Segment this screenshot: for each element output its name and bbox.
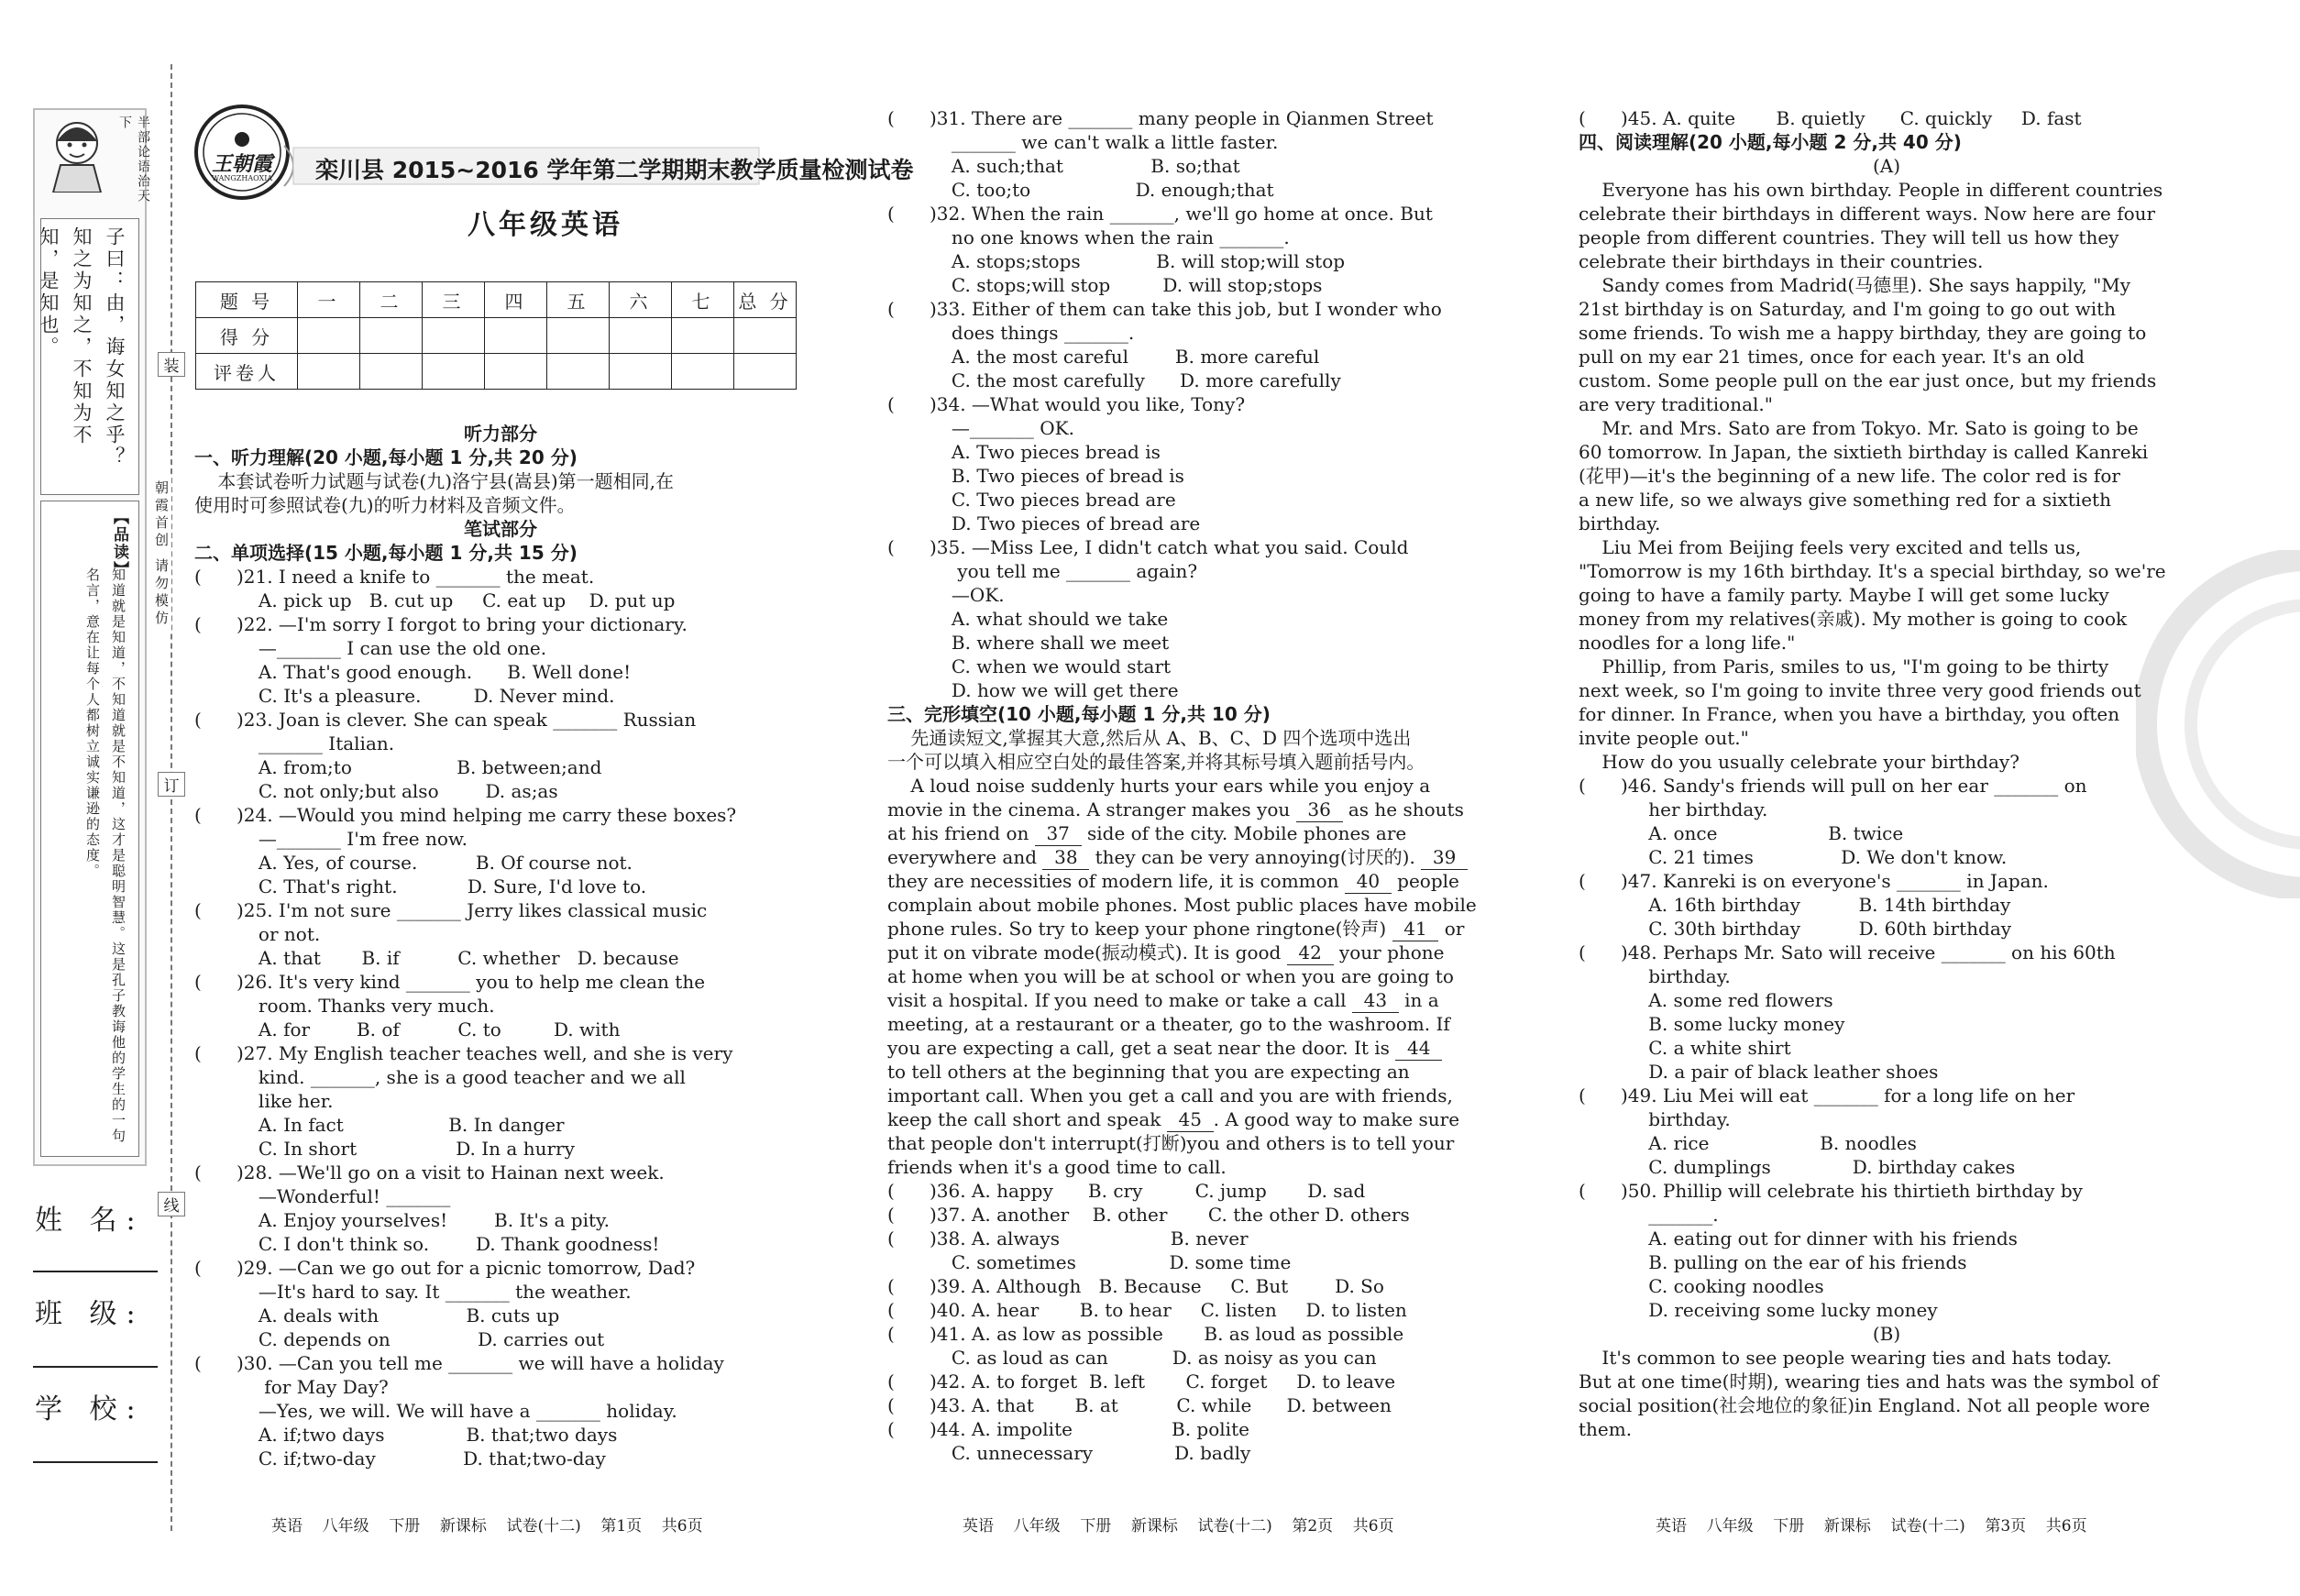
text-line: "Tomorrow is my 16th birthday. It's a special birthday, so we're [1579, 560, 2166, 582]
text-line: 60 tomorrow. In Japan, the sixtieth birthday is called Kanreki [1579, 441, 2149, 463]
question-line: ( )42. A. to forget B. left C. forget D. to leave [887, 1370, 1396, 1392]
question-line: ( )40. A. hear B. to hear C. listen D. to listen [887, 1299, 1407, 1321]
text-line: —_______ I can use the old one. [194, 637, 547, 659]
text-line: like her. [194, 1090, 334, 1112]
question-line: ( )34. —What would you like, Tony? [887, 393, 1246, 415]
column-1 [194, 422, 807, 1470]
cloze-blank: 37 [1034, 822, 1082, 844]
score-head-cell: 二 [360, 282, 423, 318]
score-cell[interactable] [360, 318, 423, 354]
text-line: A. Enjoy yourselves! B. It's a pity. [194, 1209, 611, 1231]
cloze-blank: 40 [1344, 870, 1392, 892]
grader-cell[interactable] [734, 354, 797, 390]
text-line: A. for B. of C. to D. with [194, 1018, 621, 1040]
name-label: 姓 名: [35, 1205, 145, 1237]
binding-mark-zhuang: 装 [158, 352, 185, 377]
question-line: ( )25. I'm not sure _______ Jerry likes classical music [194, 899, 708, 921]
confucius-quote: 子曰：由，诲女知之乎？知之为知之，不知为不知，是知也。 [38, 226, 126, 468]
text-line: to tell others at the beginning that you are expecting an [887, 1061, 1410, 1083]
part-heading: (B) [1872, 1323, 1901, 1345]
question-line: ( )44. A. impolite B. polite [887, 1418, 1249, 1440]
text-line: —_______ OK. [887, 417, 1074, 439]
grader-cell[interactable] [298, 354, 360, 390]
text-line: A. that B. if C. whether D. because [194, 947, 679, 969]
section-heading: 二、单项选择(15 小题,每小题 1 分,共 15 分) [194, 542, 578, 564]
text-line: C. sometimes D. some time [887, 1251, 1292, 1273]
text-line: or not. [194, 923, 321, 945]
text-line: C. cooking noodles [1579, 1275, 1824, 1297]
cloze-blank: 43 [1351, 989, 1399, 1011]
text-line: phone rules. So try to keep your phone ringtone(铃声) 41 or [887, 918, 1465, 940]
score-head-cell: 四 [485, 282, 547, 318]
cloze-blank: 38 [1042, 846, 1090, 868]
text-line: A. from;to B. between;and [194, 756, 602, 778]
grader-cell[interactable] [423, 354, 485, 390]
text-line: C. the most carefully D. more carefully [887, 369, 1341, 391]
text-line: Mr. and Mrs. Sato are from Tokyo. Mr. Sato is going to be [1579, 417, 2139, 439]
text-line: everywhere and 38 they can be very annoying(讨厌的). 39 [887, 846, 1469, 868]
text-line: no one knows when the rain _______. [887, 226, 1290, 248]
text-line: celebrate their birthdays in different ways. Now here are four [1579, 203, 2156, 225]
text-line: A. such;that B. so;that [887, 155, 1240, 177]
text-line: B. pulling on the ear of his friends [1579, 1251, 1967, 1273]
question-line: ( )36. A. happy B. cry C. jump D. sad [887, 1180, 1366, 1202]
text-line: next week, so I'm going to invite three very good friends out [1579, 679, 2141, 701]
text-line: Sandy comes from Madrid(马德里). She says happily, "My [1579, 274, 2131, 296]
text-line: social position(社会地位的象征)in England. Not all people wore [1579, 1394, 2151, 1416]
text-line: A. Yes, of course. B. Of course not. [194, 852, 633, 874]
text-line: movie in the cinema. A stranger makes you 36 as he shouts [887, 798, 1464, 820]
exam-title: 栾川县 2015~2016 学年第二学期期末教学质量检测试卷 [315, 157, 914, 183]
text-line: A. 16th birthday B. 14th birthday [1579, 894, 2011, 916]
text-line: A. once B. twice [1579, 822, 1904, 844]
text-line: for dinner. In France, when you have a birthday, you often [1579, 703, 2120, 725]
text-line: C. Two pieces bread are [887, 489, 1176, 511]
text-line: birthday. [1579, 1108, 1731, 1130]
text-line: birthday. [1579, 512, 1661, 534]
text-line: C. dumplings D. birthday cakes [1579, 1156, 2016, 1178]
grader-cell[interactable] [485, 354, 547, 390]
text-line: noodles for a long life." [1579, 632, 1796, 654]
left-strip [33, 108, 150, 1166]
score-row [196, 318, 797, 354]
score-cell[interactable] [485, 318, 547, 354]
class-label: 班 级: [35, 1298, 145, 1330]
text-line: _______. [1579, 1204, 1719, 1226]
text-line: at his friend on 37 side of the city. Mobile phones are [887, 822, 1407, 844]
footer-page-1: 英语 八年级 下册 新课标 试卷(十二) 第1页 共6页 [271, 1517, 703, 1535]
binding-mark-ding: 订 [158, 772, 185, 797]
question-line: ( )24. —Would you mind helping me carry these boxes? [194, 804, 737, 826]
text-line: C. stops;will stop D. will stop;stops [887, 274, 1323, 296]
note-text: 知道就是知道，不知道就是不知道，这才是聪明智慧。这是孔子教诲他的学生的一句名言，意在让每个人都树立诚实谦逊的态度。 [84, 567, 127, 1144]
score-cell[interactable] [298, 318, 360, 354]
question-line: ( )39. A. Although B. Because C. But D. So [887, 1275, 1384, 1297]
text-line: C. In short D. In a hurry [194, 1138, 575, 1160]
text-line: C. That's right. D. Sure, I'd love to. [194, 875, 647, 897]
question-line: ( )29. —Can we go out for a picnic tomorrow, Dad? [194, 1257, 696, 1279]
score-cell[interactable] [547, 318, 610, 354]
column-2 [887, 106, 1500, 1465]
name-line[interactable] [33, 1271, 158, 1272]
text-line: 21st birthday is on Saturday, and I'm going to go out with [1579, 298, 2117, 320]
text-line: going to have a family party. Maybe I will get some lucky [1579, 584, 2109, 606]
text-line: custom. Some people pull on the ear just once, but my friends [1579, 369, 2157, 391]
question-line: ( )21. I need a knife to _______ the meat. [194, 566, 595, 588]
text-line: C. not only;but also D. as;as [194, 780, 558, 802]
text-line: _______ we can't walk a little faster. [887, 131, 1279, 153]
text-line: How do you usually celebrate your birthday? [1579, 751, 2019, 773]
text-line: you are expecting a call, get a seat near the door. It is 44 [887, 1037, 1443, 1059]
section-heading: 三、完形填空(10 小题,每小题 1 分,共 10 分) [887, 703, 1271, 725]
text-line: C. a white shirt [1579, 1037, 1791, 1059]
score-head-cell: 总 分 [734, 282, 797, 318]
logo-text: 王朝霞 [211, 152, 272, 176]
text-line: C. 30th birthday D. 60th birthday [1579, 918, 2012, 940]
text-line: A. stops;stops B. will stop;will stop [887, 250, 1346, 272]
text-line: A. rice B. noodles [1579, 1132, 1917, 1154]
text-line: Everyone has his own birthday. People in different countries [1579, 179, 2163, 201]
score-table-header [196, 282, 797, 318]
binding-mark-xian: 线 [158, 1192, 185, 1216]
score-cell[interactable] [610, 318, 672, 354]
text-line: some friends. To wish me a happy birthday, they are going to [1579, 322, 2147, 344]
question-line: ( )46. Sandy's friends will pull on her ear _______ on [1579, 775, 2087, 797]
text-line: friends when it's a good time to call. [887, 1156, 1227, 1178]
question-line: ( )23. Joan is clever. She can speak _______ Russian [194, 709, 697, 731]
text-line: C. I don't think so. D. Thank goodness! [194, 1233, 660, 1255]
question-line: ( )28. —We'll go on a visit to Hainan next week. [194, 1161, 665, 1183]
text-line: D. Two pieces of bread are [887, 512, 1201, 534]
score-table [195, 281, 797, 390]
text-line: Phillip, from Paris, smiles to us, "I'm going to be thirty [1579, 655, 2109, 677]
question-line: ( )26. It's very kind _______ you to help me clean the [194, 971, 706, 993]
text-line: room. Thanks very much. [194, 995, 495, 1017]
binding-dashed-line [171, 64, 172, 1531]
question-line: ( )30. —Can you tell me _______ we will have a holiday [194, 1352, 724, 1374]
question-line: ( )48. Perhaps Mr. Sato will receive _______ on his 60th [1579, 941, 2116, 963]
part-heading: 听力部分 [464, 423, 537, 445]
text-line: —OK. [887, 584, 1005, 606]
school-line[interactable] [33, 1461, 158, 1463]
text-line: _______ Italian. [194, 732, 395, 754]
text-line: —_______ I'm free now. [194, 828, 468, 850]
text-line: D. how we will get there [887, 679, 1179, 701]
text-line: It's common to see people wearing ties and hats today. [1579, 1347, 2112, 1369]
text-line: A. pick up B. cut up C. eat up D. put up [194, 589, 676, 611]
grader-cell[interactable] [672, 354, 734, 390]
text-line: D. receiving some lucky money [1579, 1299, 1938, 1321]
question-line: ( )27. My English teacher teaches well, and she is very [194, 1042, 733, 1064]
cloze-blank: 44 [1395, 1037, 1443, 1059]
cloze-blank: 36 [1295, 798, 1343, 820]
text-line: meeting, at a restaurant or a theater, go to the washroom. If [887, 1013, 1450, 1035]
grader-cell[interactable] [547, 354, 610, 390]
text-line: money from my relatives(亲戚). My mother is going to cook [1579, 608, 2128, 630]
text-line: her birthday. [1579, 798, 1768, 820]
logo-subtext: WANGZHAOXIA [211, 174, 273, 182]
question-line: ( )38. A. always B. never [887, 1227, 1249, 1249]
text-line: A. That's good enough. B. Well done! [194, 661, 632, 683]
class-line[interactable] [33, 1366, 158, 1368]
footer-page-3: 英语 八年级 下册 新课标 试卷(十二) 第3页 共6页 [1656, 1517, 2087, 1535]
text-line: celebrate their birthdays in their countries. [1579, 250, 1984, 272]
text-line: B. Two pieces of bread is [887, 465, 1184, 487]
text-line: birthday. [1579, 965, 1731, 987]
text-line: C. too;to D. enough;that [887, 179, 1274, 201]
grader-cell[interactable] [610, 354, 672, 390]
text-line: C. depends on D. carries out [194, 1328, 605, 1350]
mascot-icon [40, 116, 114, 193]
text-line: A. if;two days B. that;two days [194, 1424, 618, 1446]
score-cell[interactable] [672, 318, 734, 354]
part-heading: (A) [1872, 155, 1901, 177]
part-heading: 笔试部分 [464, 518, 537, 540]
question-line: ( )50. Phillip will celebrate his thirtieth birthday by [1579, 1180, 2083, 1202]
quote-pane [40, 218, 139, 495]
question-line: ( )49. Liu Mei will eat _______ for a long life on her [1579, 1084, 2075, 1106]
text-line: put it on vibrate mode(振动模式). It is good 42 your phone [887, 941, 1445, 963]
text-line: (花甲)—it's the beginning of a new life. The color red is for [1579, 465, 2120, 487]
text-line: important call. When you get a call and you are with friends, [887, 1084, 1453, 1106]
text-line: are very traditional." [1579, 393, 1773, 415]
question-line: ( )45. A. quite B. quietly C. quickly D. fast [1579, 107, 2082, 129]
exam-subtitle: 八年级英语 [468, 209, 623, 241]
text-line: visit a hospital. If you need to make or take a call 43 in a [887, 989, 1439, 1011]
score-row-label: 得 分 [196, 318, 298, 354]
cloze-blank: 42 [1286, 941, 1334, 963]
text-line: Liu Mei from Beijing feels very excited and tells us, [1579, 536, 2082, 558]
grader-cell[interactable] [360, 354, 423, 390]
score-head-cell: 一 [298, 282, 360, 318]
text-line: C. It's a pleasure. D. Never mind. [194, 685, 615, 707]
score-cell[interactable] [734, 318, 797, 354]
text-line: pull on my ear 21 times, once for each year. It's an old [1579, 346, 2085, 368]
text-line: —Wonderful! _______ [194, 1185, 451, 1207]
text-line: they are necessities of modern life, it is common 40 people [887, 870, 1459, 892]
text-line: C. unnecessary D. badly [887, 1442, 1251, 1464]
text-line: —It's hard to say. It _______ the weather. [194, 1281, 632, 1303]
text-line: C. as loud as can D. as noisy as you can [887, 1347, 1377, 1369]
question-line: ( )31. There are _______ many people in Qianmen Street [887, 107, 1434, 129]
grader-row [196, 354, 797, 390]
text-line: 使用时可参照试卷(九)的听力材料及音频文件。 [194, 494, 576, 516]
binding-slogan: 朝霞首创 请勿模仿 [152, 477, 171, 632]
score-head-cell: 三 [423, 282, 485, 318]
score-head-cell: 六 [610, 282, 672, 318]
text-line: A. deals with B. cuts up [194, 1304, 560, 1326]
text-line: for May Day? [194, 1376, 389, 1398]
text-line: C. when we would start [887, 655, 1172, 677]
text-line: C. 21 times D. We don't know. [1579, 846, 2008, 868]
text-line: A. eating out for dinner with his friends [1579, 1227, 2018, 1249]
text-line: people from different countries. They will tell us how they [1579, 226, 2119, 248]
text-line: C. if;two-day D. that;two-day [194, 1447, 606, 1469]
cloze-blank: 39 [1421, 846, 1469, 868]
column-3 [1579, 106, 2195, 1441]
question-line: ( )47. Kanreki is on everyone's _______ in Japan. [1579, 870, 2049, 892]
text-line: invite people out." [1579, 727, 1749, 749]
question-line: ( )33. Either of them can take this job, but I wonder who [887, 298, 1442, 320]
footer-page-2: 英语 八年级 下册 新课标 试卷(十二) 第2页 共6页 [963, 1517, 1394, 1535]
score-head-cell: 五 [547, 282, 610, 318]
text-line: 一个可以填入相应空白处的最佳答案,并将其标号填入题前括号内。 [887, 751, 1425, 773]
score-head-cell: 七 [672, 282, 734, 318]
section-heading: 一、听力理解(20 小题,每小题 1 分,共 20 分) [194, 446, 578, 468]
note-label: 【品读】 [110, 509, 128, 578]
question-line: ( )37. A. another B. other C. the other D. others [887, 1204, 1410, 1226]
text-line: —Yes, we will. We will have a _______ holiday. [194, 1400, 677, 1422]
note-pane [40, 501, 139, 1157]
text-line: A. the most careful B. more careful [887, 346, 1320, 368]
question-line: ( )32. When the rain _______, we'll go home at once. But [887, 203, 1433, 225]
score-cell[interactable] [423, 318, 485, 354]
question-line: ( )41. A. as low as possible B. as loud as possible [887, 1323, 1404, 1345]
text-line: B. some lucky money [1579, 1013, 1845, 1035]
cloze-blank: 45 [1166, 1108, 1214, 1130]
text-line: A. some red flowers [1579, 989, 1833, 1011]
text-line: that people don't interrupt(打断)you and others is to tell your [887, 1132, 1455, 1154]
text-line: 本套试卷听力试题与试卷(九)洛宁县(嵩县)第一题相同,在 [194, 470, 674, 492]
question-line: ( )35. —Miss Lee, I didn't catch what you said. Could [887, 536, 1409, 558]
text-line: them. [1579, 1418, 1633, 1440]
text-line: keep the call short and speak 45 . A good way to make sure [887, 1108, 1460, 1130]
grader-row-label: 评卷人 [196, 354, 298, 390]
text-line: kind. _______, she is a good teacher and we all [194, 1066, 686, 1088]
text-line: A. In fact B. In danger [194, 1114, 565, 1136]
question-line: ( )43. A. that B. at C. while D. between [887, 1394, 1392, 1416]
question-line: ( )22. —I'm sorry I forgot to bring your dictionary. [194, 613, 688, 635]
section-heading: 四、阅读理解(20 小题,每小题 2 分,共 40 分) [1579, 131, 1962, 153]
text-line: at home when you will be at school or when you are going to [887, 965, 1454, 987]
text-line: D. a pair of black leather shoes [1579, 1061, 1939, 1083]
text-line: you tell me _______ again? [887, 560, 1198, 582]
text-line: 先通读短文,掌握其大意,然后从 A、B、C、D 四个选项中选出 [887, 727, 1412, 749]
text-line: a new life, so we always give something red for a sixtieth [1579, 489, 2111, 511]
text-line: B. where shall we meet [887, 632, 1170, 654]
text-line: complain about mobile phones. Most public places have mobile [887, 894, 1477, 916]
strip-banner: 半部论语治天下 [117, 116, 150, 204]
school-label: 学 校: [35, 1393, 145, 1425]
text-line: A loud noise suddenly hurts your ears while you enjoy a [887, 775, 1431, 797]
score-head-cell: 题 号 [196, 282, 298, 318]
text-line: A. what should we take [887, 608, 1169, 630]
cloze-blank: 41 [1392, 918, 1439, 940]
text-line: does things _______. [887, 322, 1135, 344]
text-line: But at one time(时期), wearing ties and hats was the symbol of [1579, 1370, 2159, 1392]
text-line: A. Two pieces bread is [887, 441, 1161, 463]
